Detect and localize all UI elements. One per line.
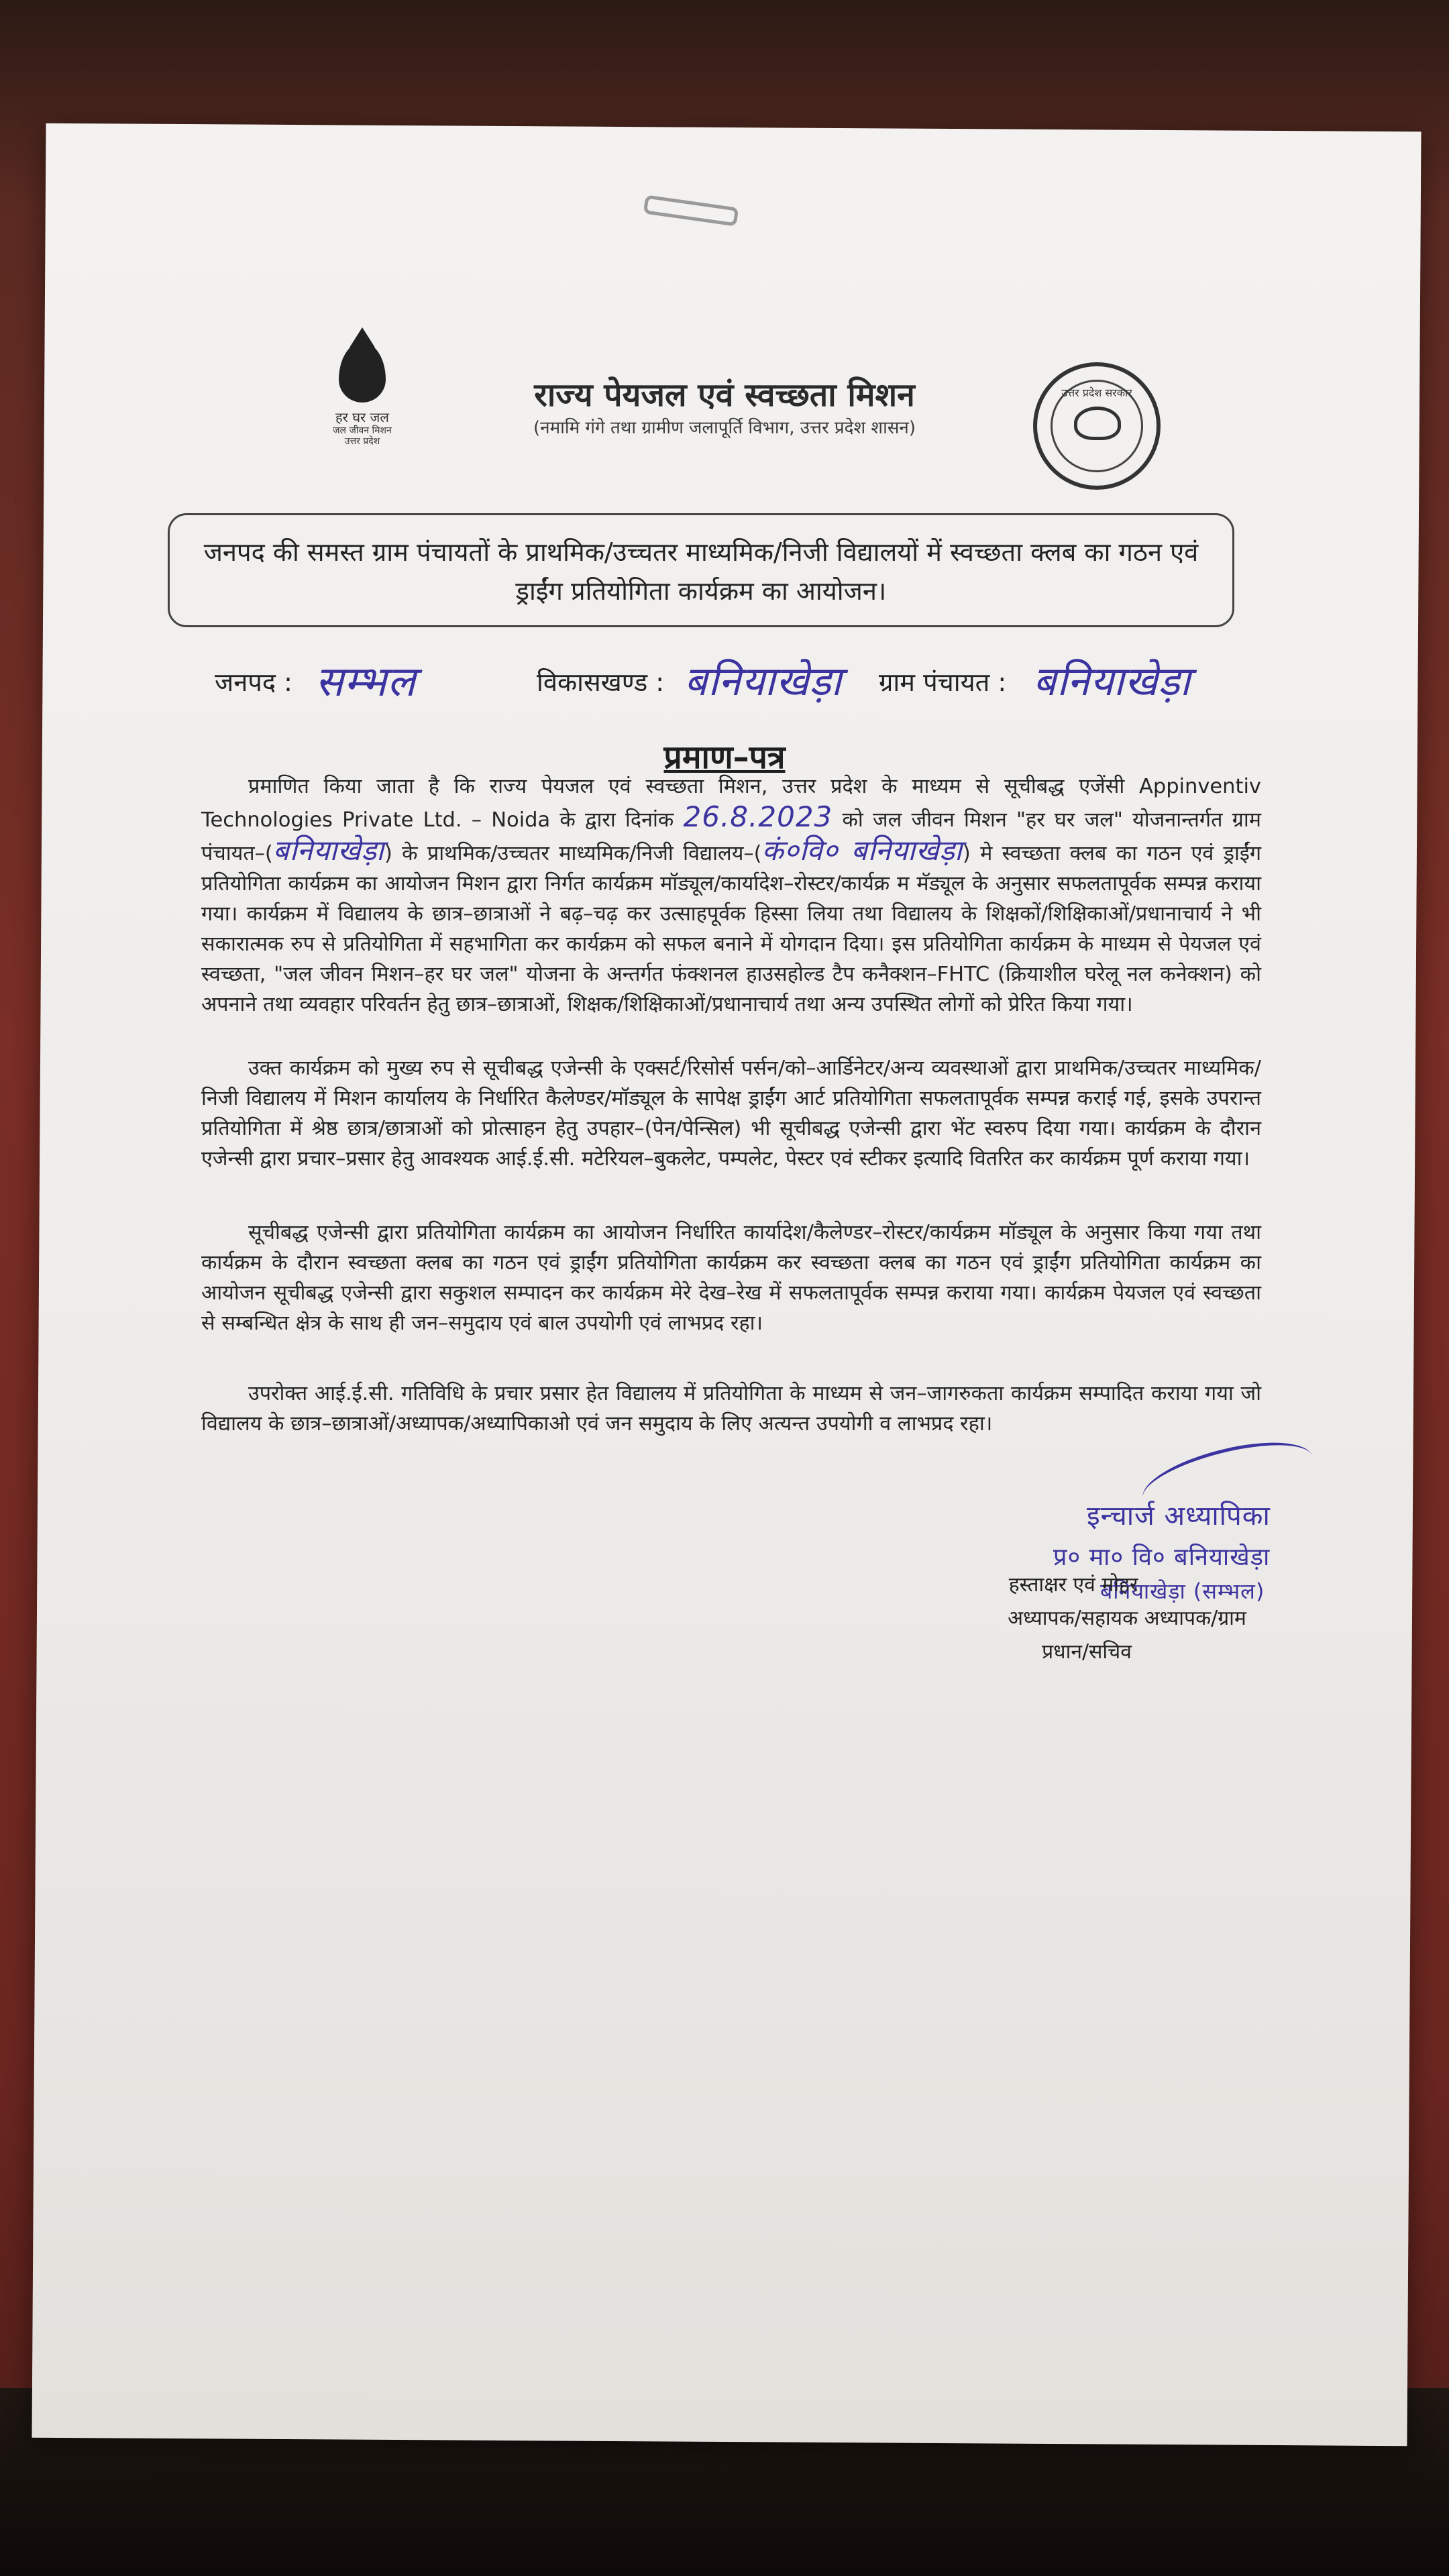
para1-text-1: प्रमाणित किया जाता है कि राज्य पेयजल एवं स्वच्छता मिशन, उत्तर प्रदेश के माध्यम से सूचीबद्ध एजेंसी Appinventiv Technologies Private Ltd. – Noida के द्वारा दिनांक — [201, 775, 1261, 832]
water-drop-icon — [339, 342, 386, 402]
school-value: कं०वि० बनियाखेड़ा — [761, 834, 963, 867]
logo-caption-3: उत्तर प्रदेश — [344, 436, 380, 447]
block-label: विकासखण्ड : — [537, 667, 665, 697]
panchayat-label: ग्राम पंचायत : — [879, 667, 1007, 697]
district-label: जनपद : — [215, 667, 292, 697]
fish-emblem-icon — [1074, 407, 1121, 440]
stamp-line-3: बनियाखेड़ा (सम्भल) — [1100, 1578, 1265, 1604]
paragraph-4: उपरोक्त आई.ई.सी. गतिविधि के प्रचार प्रसार हेत विद्यालय में प्रतियोगिता के माध्यम से जन–जागरुकता कार्यक्रम सम्पादित कराया गया जो विद्यालय के छात्र–छात्राओं/अध्यापक/अध्यापिकाओ एवं जन समुदाय के लिए अत्यन्त उपयोगी व लाभप्रद रहा। — [201, 1382, 1261, 1436]
stamp-line-2: प्र० मा० वि० बनियाखेड़ा — [1053, 1544, 1271, 1571]
signature-label-3: प्रधान/सचिव — [1042, 1640, 1132, 1664]
program-date: 26.8.2023 — [683, 800, 833, 833]
para1-text-2: को जल जीवन मिशन "हर घर जल" योजनान्तर्गत ग्राम पंचायत–( — [201, 808, 1261, 865]
logo-caption-1: हर घर जल — [335, 409, 389, 425]
paragraph-1 — [201, 771, 1261, 1020]
certificate-title: प्रमाण–पत्र — [663, 739, 786, 776]
up-government-seal — [1033, 362, 1161, 490]
signature-label-1: हस्ताक्षर एवं मोहर — [1008, 1573, 1138, 1597]
logo-caption-2: जल जीवन मिशन — [333, 425, 392, 436]
stamp-line-1: इन्चार्ज अध्यापिका — [1087, 1501, 1271, 1532]
para1-text-4: ) मे स्वच्छता क्लब का गठन एवं ड्राईंग प्रतियोगिता कार्यक्रम का आयोजन मिशन द्वारा निर्गत कार्यक्रम मॉड्यूल/कार्यादेश–रोस्टर/कार्यक्र म मॅड्यूल के अनुसार सफलतापूर्वक सम्पन्न कराया गया। कार्यक्रम में विद्यालय के छात्र–छात्राओं ने बढ़–चढ़ कर उत्साहपूर्वक हिस्सा लिया तथा विद्यालय के शिक्षकों/शिक्षिकाओं/प्रधानाचार्य ने भी सकारात्मक रुप से प्रतियोगिता में सहभागिता कर कार्यक्रम को सफल बनाने में योगदान दिया। इस प्रतियोगिता कार्यक्रम के माध्यम से पेयजल एवं स्वच्छता, "जल जीवन मिशन–हर घर जल" योजना के अन्तर्गत फंक्शनल हाउसहोल्ड टैप कनैक्शन–FHTC (क्रियाशील घरेलू नल कनेक्शन) को अपनाने तथा व्यवहार परिवर्तन हेतु छात्र–छात्राओं, शिक्षक/शिक्षिकाओं/प्रधानाचार्य तथा अन्य उपस्थित लोगों को प्रेरित किया गया। — [201, 842, 1261, 1016]
paragraph-3: सूचीबद्ध एजेन्सी द्वारा प्रतियोगिता कार्यक्रम का आयोजन निर्धारित कार्यादेश/कैलेण्डर–रोस्टर/कार्यक्रम मॉड्यूल के अनुसार किया गया तथा कार्यक्रम के दौरान स्वच्छता क्लब का गठन एवं ड्राईंग प्रतियोगिता कार्यक्रम कर स्वच्छता क्लब का गठन एवं ड्राईंग प्रतियोगिता कार्यक्रम का आयोजन सूचीबद्ध एजेन्सी द्वारा सकुशल सम्पादन कर कार्यक्रम मेरे देख–रेख में सफलतापूर्वक सम्पन्न कराया गया। कार्यक्रम पेयजल एवं स्वच्छता से सम्बन्धित क्षेत्र के साथ ही जन–समुदाय एवं बाल उपयोगी एवं लाभप्रद रहा। — [201, 1221, 1261, 1335]
subject-box: जनपद की समस्त ग्राम पंचायतों के प्राथमिक/उच्चतर माध्यमिक/निजी विद्यालयों में स्वच्छता क्लब का गठन एवं ड्राईंग प्रतियोगिता कार्यक्रम का आयोजन। — [168, 513, 1234, 627]
seal-text: उत्तर प्रदेश सरकार — [1061, 386, 1132, 399]
panchayat-value: बनियाखेड़ा — [1033, 658, 1191, 705]
gram-panchayat-value: बनियाखेड़ा — [272, 834, 384, 867]
paragraph-2: उक्त कार्यक्रम को मुख्य रुप से सूचीबद्ध एजेन्सी के एक्सर्ट/रिसोर्स पर्सन/को–आर्डिनेटर/अन्य व्यवस्थाओं द्वारा प्राथमिक/उच्चतर माध्यमिक/निजी विद्यालय में मिशन कार्यालय के निर्धारित कैलेण्डर/मॉड्यूल के सापेक्ष ड्राईंग आर्ट प्रतियोगिता सफलतापूर्वक सम्पन्न कराई गई, इसके उपरान्त प्रतियोगिता में श्रेष्ठ छात्र/छात्राओं को प्रोत्साहन हेतु उपहार–(पेन/पेन्सिल) भी सूचीबद्ध एजेन्सी द्वारा भेंट स्वरुप दिया गया। कार्यक्रम के दौरान एजेन्सी द्वारा प्रचार–प्रसार हेतु आवश्यक आई.ई.सी. मटेरियल–बुकलेट, पम्पलेट, पेस्टर एवं स्टीकर इत्यादि वितरित कर कार्यक्रम पूर्ण कराया गया। — [201, 1057, 1261, 1171]
jal-jeevan-logo — [315, 342, 409, 463]
block-value: बनियाखेड़ा — [684, 658, 843, 705]
mission-subtitle: (नमामि गंगे तथा ग्रामीण जलापूर्ति विभाग, उत्तर प्रदेश शासन) — [533, 418, 916, 438]
signature-label-2: अध्यापक/सहायक अध्यापक/ग्राम — [1008, 1607, 1246, 1630]
district-value: सम्भल — [315, 657, 417, 706]
para1-text-3: ) के प्राथमिक/उच्चतर माध्यमिक/निजी विद्यालय–( — [384, 842, 762, 865]
mission-title: राज्य पेयजल एवं स्वच्छता मिशन — [534, 376, 915, 414]
